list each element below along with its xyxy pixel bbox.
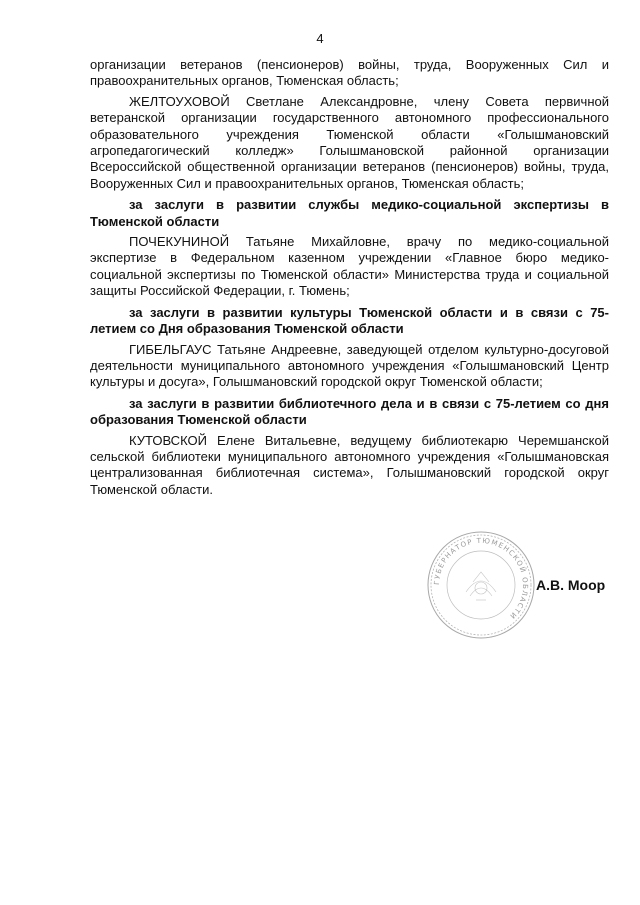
seal-text: ГУБЕРНАТОР ТЮМЕНСКОЙ ОБЛАСТИ xyxy=(432,536,530,621)
official-seal-stamp xyxy=(426,530,536,640)
document-body xyxy=(90,57,609,498)
section-heading: за заслуги в развитии службы медико-социальной экспертизы в Тюменской области xyxy=(90,197,609,229)
signatory-name: А.В. Моор xyxy=(536,577,606,593)
section-library xyxy=(90,396,609,498)
section-heading: за заслуги в развитии библиотечного дела и в связи с 75-летием со дня образования Тюменской области xyxy=(90,395,609,428)
intro-continuation: организации ветеранов (пенсионеров) войны, труда, Вооруженных Сил и правоохранительных органов, Тюменская область; xyxy=(90,57,609,89)
award-entry: ЖЕЛТОУХОВОЙ Светлане Александровне, члену Совета первичной ветеранской организации государственного автономного профессионального образовательного учреждения Тюменской области «Голышмановский агропедагогический колледж» Голышмановской районной организации Всероссийской общественной организации ветеранов (пенсионеров) войны, труда, Вооруженных Сил и правоохранительных органов, Тюменская область; xyxy=(90,93,609,191)
section-heading: за заслуги в развитии культуры Тюменской области и в связи с 75-летием со Дня образования Тюменской области xyxy=(90,304,609,337)
award-entry: КУТОВСКОЙ Елене Витальевне, ведущему библиотекарю Черемшанской сельской библиотеки муниципального автономного учреждения «Голышмановская централизованная библиотечная система», Голышмановский городской округ Тюменской области. xyxy=(90,432,609,497)
award-entry: ГИБЕЛЬГАУС Татьяне Андреевне, заведующей отделом культурно-досуговой деятельности муниципального автономного учреждения «Голышмановский Центр культуры и досуга», Голышмановский городской округ Тюменской области; xyxy=(90,341,609,390)
award-entry: ПОЧЕКУНИНОЙ Татьяне Михайловне, врачу по медико-социальной экспертизе в Федеральном казенном учреждении «Главное бюро медико-социальной экспертизы по Тюменской области» Министерства труда и социальной защиты Российской Федерации, г. Тюмень; xyxy=(90,234,609,299)
section-veterans xyxy=(90,94,609,192)
page-number: 4 xyxy=(316,31,324,46)
section-culture xyxy=(90,305,609,391)
section-medical-expertise xyxy=(90,197,609,299)
